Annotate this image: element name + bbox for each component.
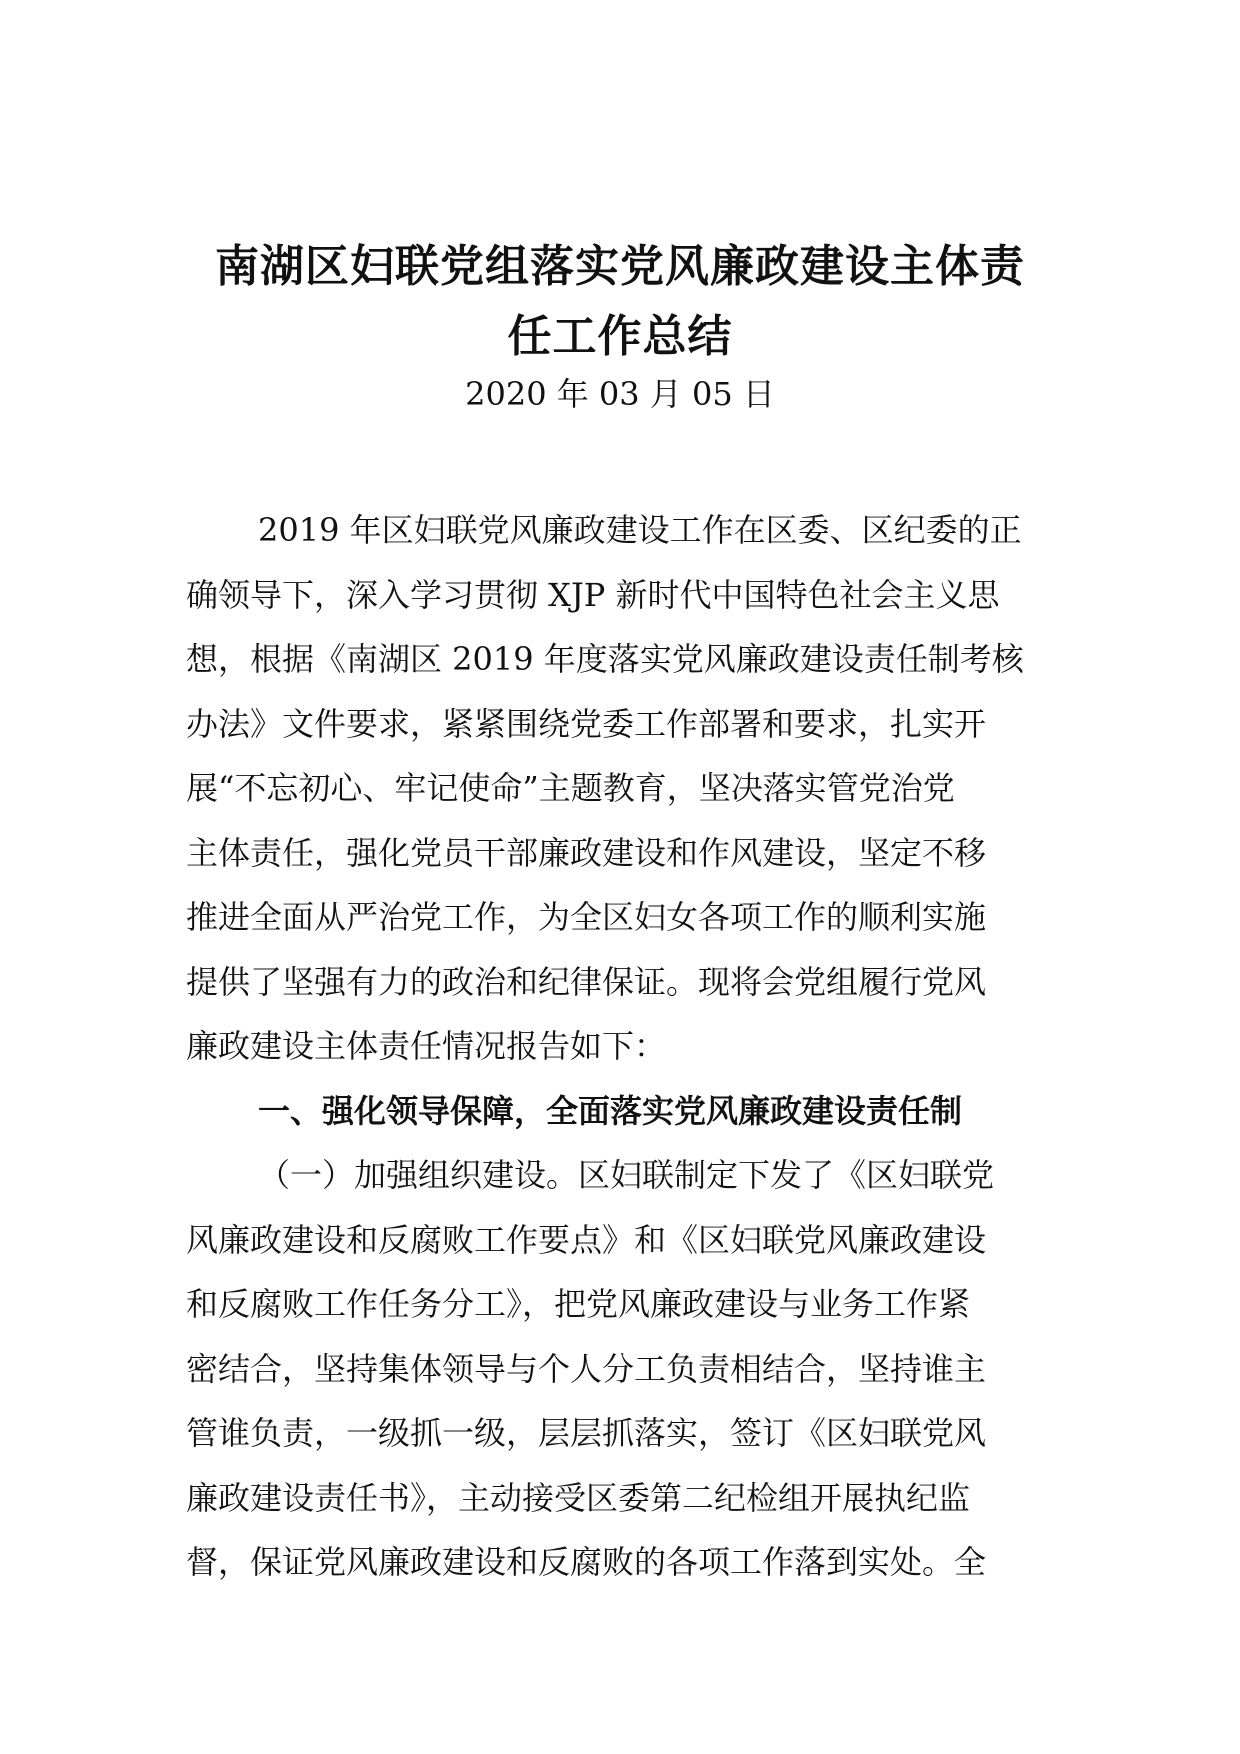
document-body [186, 498, 1056, 1595]
paragraph-line: 主体责任，强化党员干部廉政建设和作风建设，坚定不移 [186, 833, 987, 872]
paragraph-line: 密结合，坚持集体领导与个人分工负责相结合，坚持谁主 [186, 1349, 987, 1388]
paragraph-line: 确领导下，深入学习贯彻 XJP 新时代中国特色社会主义思 [186, 575, 1000, 614]
paragraph-line: （一）加强组织建设。区妇联制定下发了《区妇联党 [258, 1156, 995, 1194]
paragraph-line: 想，根据《南湖区 2019 年度落实党风廉政建设责任制考核 [186, 640, 1024, 678]
paragraph-line: 管谁负责，一级抓一级，层层抓落实，签订《区妇联党风 [186, 1414, 987, 1452]
paragraph-line: 廉政建设主体责任情况报告如下： [186, 1027, 667, 1065]
paragraph-line: 廉政建设责任书》，主动接受区委第二纪检组开展执纪监 [186, 1478, 971, 1517]
paragraph-line: 和反腐败工作任务分工》，把党风廉政建设与业务工作紧 [186, 1285, 971, 1323]
document-title [150, 232, 1090, 372]
paragraph-line: 风廉政建设和反腐败工作要点》和《区妇联党风廉政建设 [186, 1220, 987, 1259]
paragraph-line: 展“不忘初心、牢记使命”主题教育，坚决落实管党治党 [186, 769, 955, 807]
paragraph-line: 提供了坚强有力的政治和纪律保证。现将会党组履行党风 [186, 962, 987, 1001]
paragraph-line: 2019 年区妇联党风廉政建设工作在区委、区纪委的正 [258, 511, 1022, 549]
paragraph-line: 督，保证党风廉政建设和反腐败的各项工作落到实处。全 [186, 1543, 987, 1581]
paragraph-line: 推进全面从严治党工作，为全区妇女各项工作的顺利实施 [186, 898, 987, 936]
title-line: 任工作总结 [507, 311, 733, 362]
document-date: 2020 年 03 月 05 日 [465, 375, 775, 413]
section-heading: 一、强化领导保障，全面落实党风廉政建设责任制 [258, 1091, 963, 1130]
paragraph-line: 办法》文件要求，紧紧围绕党委工作部署和要求，扎实开 [186, 704, 987, 743]
title-line: 南湖区妇联党组落实党风廉政建设主体责 [215, 241, 1025, 292]
